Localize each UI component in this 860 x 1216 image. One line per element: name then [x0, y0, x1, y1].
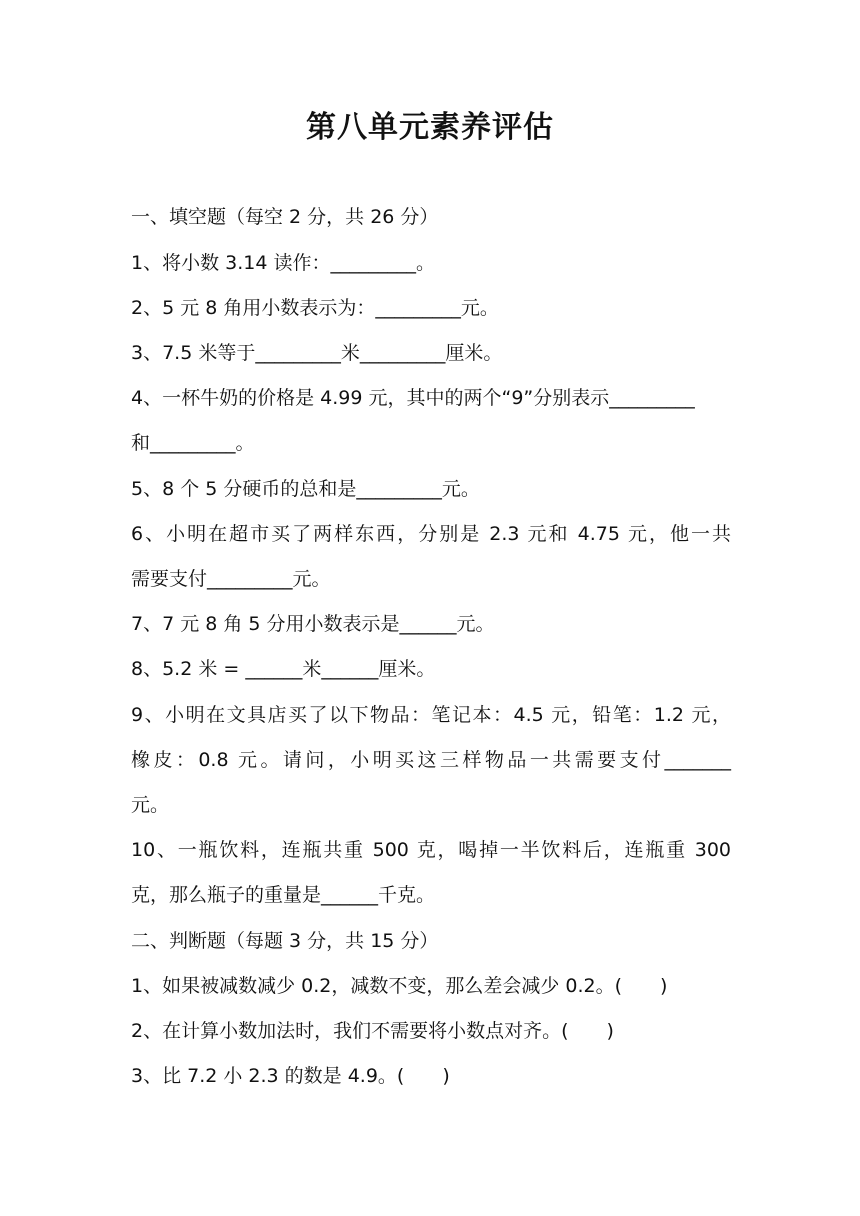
section-heading-true-false: 二、判断题（每题 3 分，共 15 分）	[131, 930, 439, 952]
question-line-continued: 和_________。	[131, 432, 255, 454]
question-line: 5、8 个 5 分硬币的总和是_________元。	[131, 478, 480, 500]
question-line-continued: 需要支付_________元。	[131, 568, 331, 590]
question-line: 9、小明在文具店买了以下物品：笔记本：4.5 元，铅笔：1.2 元，	[131, 704, 731, 726]
section-heading-fill-in-blank: 一、填空题（每空 2 分，共 26 分）	[131, 206, 439, 228]
question-line: 3、比 7.2 小 2.3 的数是 4.9。( )	[131, 1065, 450, 1087]
question-line: 7、7 元 8 角 5 分用小数表示是______元。	[131, 613, 495, 635]
question-line-continued: 元。	[131, 794, 170, 816]
page-title: 第八单元素养评估	[306, 110, 554, 145]
question-line: 2、5 元 8 角用小数表示为：_________元。	[131, 297, 499, 319]
question-line: 1、如果被减数减少 0.2，减数不变，那么差会减少 0.2。( )	[131, 975, 668, 997]
question-line-continued: 橡皮：0.8 元。请问，小明买这三样物品一共需要支付_______	[131, 749, 731, 771]
question-line: 2、在计算小数加法时，我们不需要将小数点对齐。( )	[131, 1020, 614, 1042]
question-line-continued: 克，那么瓶子的重量是______千克。	[131, 884, 436, 906]
question-line: 8、5.2 米 = ______米______厘米。	[131, 658, 436, 680]
question-line: 4、一杯牛奶的价格是 4.99 元，其中的两个“9”分别表示_________	[131, 387, 695, 409]
question-line: 6、小明在超市买了两样东西，分别是 2.3 元和 4.75 元，他一共	[131, 523, 731, 545]
question-line: 10、一瓶饮料，连瓶共重 500 克，喝掉一半饮料后，连瓶重 300	[131, 839, 731, 861]
question-line: 3、7.5 米等于_________米_________厘米。	[131, 342, 503, 364]
question-line: 1、将小数 3.14 读作：_________。	[131, 252, 435, 274]
